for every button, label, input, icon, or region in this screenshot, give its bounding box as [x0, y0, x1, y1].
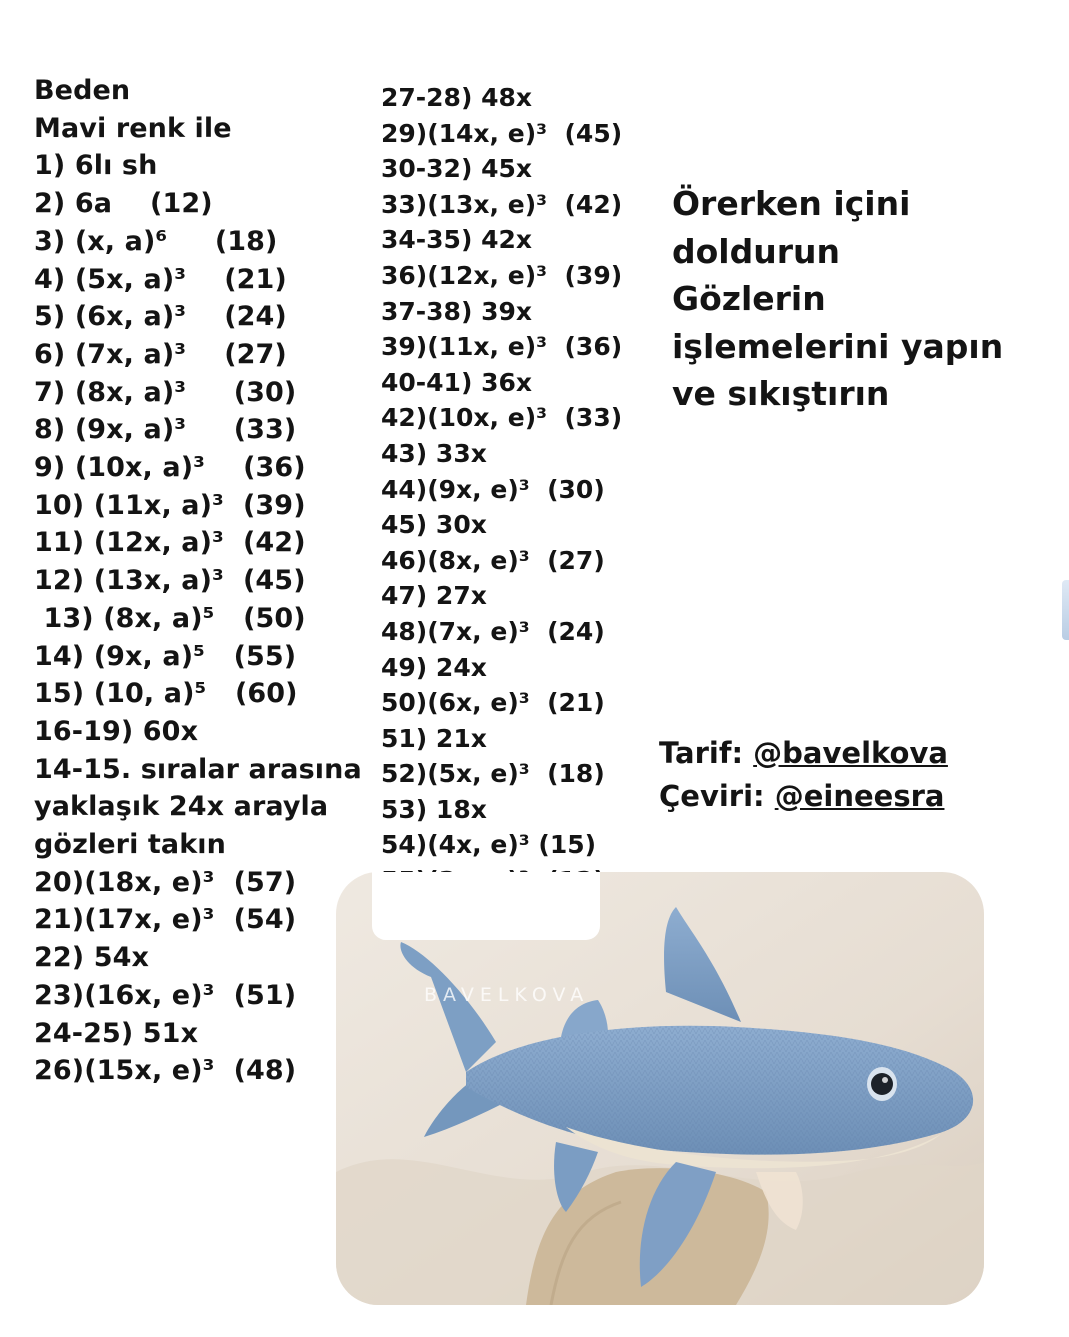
recipe-label: Tarif:: [659, 736, 754, 770]
pattern-row: 43) 33x: [381, 438, 487, 468]
translation-handle-link[interactable]: @eineesra: [774, 779, 945, 813]
pattern-row: 16-19) 60x: [34, 715, 199, 747]
pattern-row: 11) (12x, a)³ (42): [34, 527, 306, 559]
pattern-row: 37-38) 39x: [381, 296, 533, 326]
pattern-row: 13) (8x, a)⁵ (50): [34, 602, 306, 634]
pattern-row: 4) (5x, a)³ (21): [34, 263, 287, 295]
pattern-row: 54)(4x, e)³ (15): [381, 830, 597, 860]
pattern-row: 7) (8x, a)³ (30): [34, 376, 297, 408]
pattern-row: 33)(13x, e)³ (42): [381, 189, 623, 219]
watermark: BAVELKOVA: [424, 984, 590, 1006]
pattern-row: 47) 27x: [381, 581, 487, 611]
pattern-row: 2) 6a (12): [34, 188, 213, 220]
translation-label: Çeviri:: [659, 779, 775, 813]
pattern-row: 40-41) 36x: [381, 367, 533, 397]
pattern-row: 3) (x, a)⁶ (18): [34, 225, 278, 257]
pattern-row: 34-35) 42x: [381, 225, 533, 255]
pattern-row: 52)(5x, e)³ (18): [381, 759, 605, 789]
note-line: işlemelerini yapın: [672, 326, 1004, 366]
pattern-row: 49) 24x: [381, 652, 487, 682]
note-line: doldurun: [672, 231, 840, 271]
pattern-row: 5) (6x, a)³ (24): [34, 301, 287, 333]
credits: [659, 732, 948, 818]
pattern-row: 39)(11x, e)³ (36): [381, 332, 623, 362]
edge-fragment: [1062, 580, 1069, 640]
pattern-row: 27-28) 48x: [381, 83, 533, 112]
pattern-row: 15) (10, a)⁵ (60): [34, 678, 298, 710]
pattern-column-left: [34, 72, 362, 1090]
pattern-row: 50)(6x, e)³ (21): [381, 688, 605, 718]
pattern-row: 42)(10x, e)³ (33): [381, 403, 623, 433]
pattern-row: 45) 30x: [381, 510, 487, 540]
pattern-row: 20)(18x, e)³ (57): [34, 866, 297, 898]
pattern-row: 24-25) 51x: [34, 1017, 199, 1049]
note-line: ve sıkıştırın: [672, 374, 890, 413]
recipe-handle-link[interactable]: @bavelkova: [753, 736, 948, 770]
stuffing-note: [672, 180, 1003, 418]
pattern-row: 12) (13x, a)³ (45): [34, 565, 306, 597]
pattern-row: 53) 18x: [381, 794, 487, 824]
pattern-row: 46)(8x, e)³ (27): [381, 545, 605, 575]
pattern-row: yaklaşık 24x arayla: [34, 791, 329, 823]
pattern-row: 23)(16x, e)³ (51): [34, 979, 297, 1011]
pattern-row: 10) (11x, a)³ (39): [34, 489, 306, 521]
pattern-row: 44)(9x, e)³ (30): [381, 474, 605, 504]
pattern-row: 9) (10x, a)³ (36): [34, 452, 306, 484]
note-line: Gözlerin: [672, 279, 826, 318]
pattern-row: Beden: [34, 75, 131, 106]
pattern-row: 14) (9x, a)⁵ (55): [34, 640, 297, 672]
pattern-row: 8) (9x, a)³ (33): [34, 414, 297, 446]
note-line: Örerken içini: [672, 184, 911, 223]
photo-corner-mask: [372, 872, 600, 940]
pattern-row: gözleri takın: [34, 829, 226, 861]
pattern-row: 22) 54x: [34, 942, 150, 974]
pattern-row: 48)(7x, e)³ (24): [381, 616, 605, 646]
pattern-row: 6) (7x, a)³ (27): [34, 338, 287, 370]
recipe-credit: [659, 732, 948, 775]
pattern-row: Mavi renk ile: [34, 112, 232, 144]
pattern-row: 21)(17x, e)³ (54): [34, 904, 297, 936]
pattern-row: 1) 6lı sh: [34, 150, 158, 182]
eye: [871, 1073, 893, 1095]
pattern-row: 29)(14x, e)³ (45): [381, 118, 623, 148]
pattern-row: 51) 21x: [381, 723, 487, 753]
pattern-row: 30-32) 45x: [381, 154, 533, 184]
pattern-row: 26)(15x, e)³ (48): [34, 1055, 297, 1087]
translation-credit: [659, 775, 948, 818]
pattern-row: 14-15. sıralar arasına: [34, 753, 362, 785]
pattern-row: 36)(12x, e)³ (39): [381, 260, 623, 290]
pattern-column-right: [381, 80, 622, 934]
